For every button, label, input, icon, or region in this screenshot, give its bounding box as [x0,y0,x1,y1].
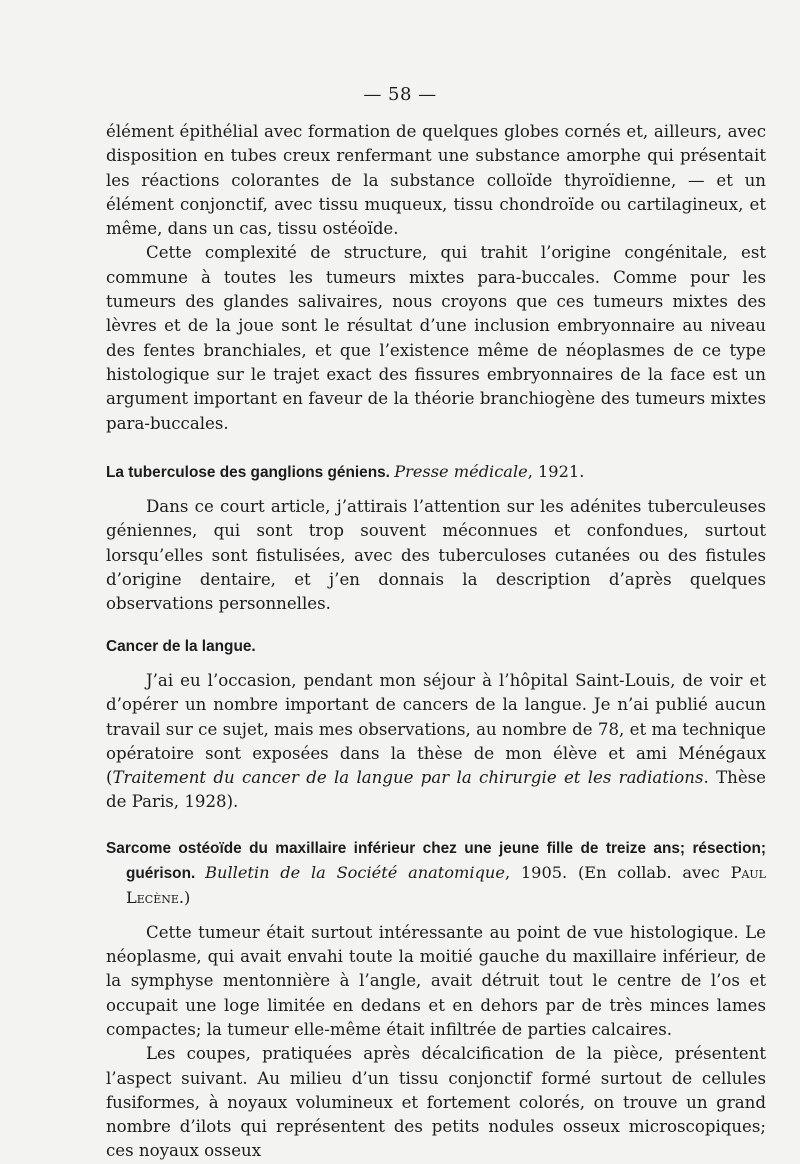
intro-paragraph-1: élément épithélial avec formation de quelques globes cornés et, ailleurs, avec disposition en tubes creux renfermant une substance amorphe qui présentait les réactions colorantes de la substance colloïde thyroïdienne, — et un élément conjonctif, avec tissu muqueux, tissu chondroïde ou cartilagineux, et même, dans un cas, tissu ostéoïde. [106,122,766,239]
section-body-sarcome-2: Les coupes, pratiquées après décalcification de la pièce, présentent l’aspect suivant. Au milieu d’un tissu conjonctif formé surtout de cellules fusiformes, à noyaux volumineux et fortement colorés, on trouve un grand nombre d’ilots qui représentent des petits nodules osseux microscopiques; ces noyaux osseux [106,1044,766,1161]
journal-name: Presse médicale [394,461,528,481]
section-title: Sarcome ostéoïde du maxillaire inférieur chez une jeune fille de treize ans; résection; guérison. [106,839,766,882]
publication-year: , 1921. [527,461,585,481]
page-content [106,120,766,1164]
section-title: Cancer de la langue. [106,637,256,655]
collab-suffix: .) [178,887,191,907]
section-heading-tuberculose [106,460,766,485]
spacer [106,911,766,921]
spacer [106,485,766,495]
section-heading-cancer [106,635,766,659]
body-text-end: . Thèse de Paris, 1928). [106,768,766,812]
section-body-tuberculose: Dans ce court article, j’attirais l’attention sur les adénites tuberculeuses géniennes, qui sont trop souvent méconnues et confondues, surtout lorsqu’elles sont fistulisées, avec des tuberculoses cutanées ou des fistules d’origine dentaire, et j’en donnais la description d’après quelques observations personnelles. [106,497,766,614]
publication-year: , 1905. [504,862,568,882]
intro-paragraph-2: Cette complexité de structure, qui trahit l’origine congénitale, est commune à toutes les tumeurs mixtes para-buccales. Comme pour les tumeurs des glandes salivaires, nous croyons que ces tumeurs mixtes des lèvres et de la joue sont le résultat d’une inclusion embryonnaire au niveau des fentes branchiales, et que l’existence même de néoplasmes de ce type histologique sur le trajet exact des fissures embryonnaires de la face est un argument important en faveur de la théorie branchiogène des tumeurs mixtes para-buccales. [106,243,766,433]
spacer [106,815,766,837]
thesis-title: Traitement du cancer de la langue par la chirurgie et les radiations [112,768,704,788]
page-number: — 58 — [363,84,437,105]
section-reference [394,462,584,481]
spacer [106,659,766,669]
section-reference [126,863,766,907]
section-heading-sarcome [106,837,766,911]
journal-name: Bulletin de la Société anatomique [205,862,505,882]
body-text: J’ai eu l’occasion, pendant mon séjour à l’hôpital Saint-Louis, de voir et d’opérer un nombre important de cancers de la langue. Je n’ai publié aucun travail sur ce sujet, mais mes observations, au nombre de 78, et ma technique opératoire sont exposées dans la thèse de mon élève et ami Ménégaux ( [106,670,766,788]
collab-prefix: (En collab. avec [577,862,731,882]
spacer [106,617,766,635]
section-title: La tuberculose des ganglions géniens. [106,463,390,481]
section-body-sarcome-1: Cette tumeur était surtout intéressante au point de vue histologique. Le néoplasme, qui avait envahi toute la moitié gauche du maxillaire inférieur, de la symphyse mentonnière à l’angle, avait détruit tout le centre de l’os et occupait une loge limitée en dedans et en dehors par de très minces lames compactes; la tumeur elle-même était infiltrée de parties calcaires. [106,922,766,1039]
spacer [106,436,766,460]
collab-author: Paul Lecène [126,862,766,907]
section-body-cancer [106,669,766,815]
